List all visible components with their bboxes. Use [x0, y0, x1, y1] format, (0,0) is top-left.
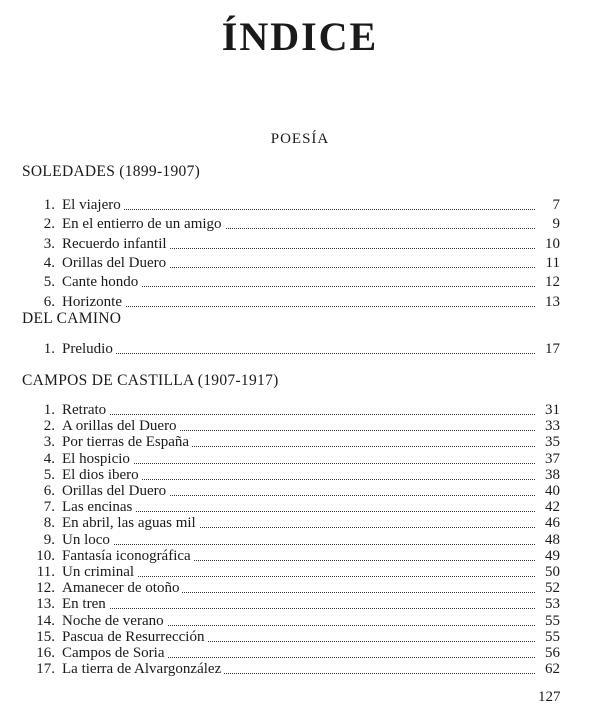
entry-title: El dios ibero — [62, 467, 142, 483]
toc-entry — [0, 645, 600, 661]
entry-title-leader — [62, 294, 535, 310]
entry-page-number: 56 — [545, 645, 560, 661]
toc-entry — [0, 532, 600, 548]
toc-entry — [0, 661, 600, 677]
entry-title: Noche de verano — [62, 613, 167, 629]
entry-number: 11. — [36, 564, 55, 580]
entry-page-number: 9 — [552, 216, 560, 233]
toc-entry — [0, 564, 600, 580]
entry-title-leader — [62, 613, 535, 629]
entry-title-leader — [62, 548, 535, 564]
entry-title: Fantasía iconográfica — [62, 548, 194, 564]
entry-number: 7. — [43, 499, 55, 516]
entry-title-leader — [62, 434, 535, 450]
entry-title-leader — [62, 596, 535, 612]
section-title: SOLEDADES (1899-1907) — [22, 163, 201, 180]
entry-title-leader — [62, 532, 535, 548]
entry-title-leader — [62, 274, 535, 290]
entry-title-leader — [62, 564, 535, 580]
toc-entry — [0, 596, 600, 612]
entry-title: Retrato — [62, 402, 109, 418]
entry-page-number: 52 — [545, 580, 560, 597]
entry-title: Recuerdo infantil — [62, 236, 170, 252]
entry-title-leader — [62, 580, 535, 596]
entry-title: A orillas del Duero — [62, 418, 180, 434]
entry-title: En abril, las aguas mil — [62, 515, 199, 531]
entry-page-number: 33 — [545, 418, 560, 435]
toc-entry — [0, 434, 600, 450]
toc-entry — [0, 274, 600, 290]
entry-number: 14. — [36, 612, 55, 629]
entry-title-leader — [62, 402, 535, 418]
entry-page-number: 12 — [545, 274, 560, 291]
entry-title: Orillas del Duero — [62, 483, 169, 499]
entry-number: 3. — [43, 235, 55, 252]
entry-page-number: 48 — [545, 531, 560, 548]
entry-title: Cante hondo — [62, 274, 141, 290]
entry-title-leader — [62, 515, 535, 531]
entry-title: Un loco — [62, 532, 113, 548]
entry-number: 2. — [43, 216, 55, 233]
entry-page-number: 49 — [545, 547, 560, 564]
toc-entry — [0, 483, 600, 499]
entry-number: 1. — [43, 197, 55, 213]
entry-number: 4. — [43, 254, 55, 271]
entry-page-number: 46 — [545, 515, 560, 532]
entry-title-leader — [62, 661, 535, 677]
entry-number: 13. — [36, 596, 55, 613]
entry-title-leader — [62, 341, 535, 357]
toc-entry — [0, 216, 600, 232]
toc-entry — [0, 341, 600, 357]
toc-entry — [0, 236, 600, 252]
entry-number: 5. — [43, 466, 55, 483]
toc-entry — [0, 580, 600, 596]
entry-number: 1. — [43, 341, 55, 357]
entry-page-number: 42 — [545, 499, 560, 516]
toc-entry — [0, 515, 600, 531]
entry-title-leader — [62, 645, 535, 661]
toc-entry — [0, 499, 600, 515]
toc-entry — [0, 467, 600, 483]
toc-entry — [0, 548, 600, 564]
entry-number: 10. — [36, 547, 55, 564]
toc-entry — [0, 451, 600, 467]
entry-title: Horizonte — [62, 294, 125, 310]
entry-number: 12. — [36, 580, 55, 597]
entry-title: En tren — [62, 596, 109, 612]
entry-title-leader — [62, 629, 535, 645]
entry-number: 15. — [36, 628, 55, 645]
entry-page-number: 13 — [545, 293, 560, 310]
entry-page-number: 17 — [545, 341, 560, 357]
page-number: 127 — [538, 689, 561, 705]
entry-page-number: 55 — [545, 612, 560, 629]
entry-page-number: 55 — [545, 628, 560, 645]
entry-title: El hospicio — [62, 451, 133, 467]
entry-page-number: 62 — [545, 661, 560, 678]
entry-number: 16. — [36, 645, 55, 661]
toc-entry — [0, 402, 600, 418]
toc-entry — [0, 613, 600, 629]
entry-page-number: 31 — [545, 402, 560, 418]
entry-page-number: 38 — [545, 466, 560, 483]
entry-title: El viajero — [62, 197, 124, 213]
entry-number: 5. — [43, 274, 55, 291]
entry-page-number: 35 — [545, 434, 560, 451]
entry-title-leader — [62, 236, 535, 252]
toc-entry — [0, 255, 600, 271]
entry-title-leader — [62, 499, 535, 515]
entry-number: 8. — [43, 515, 55, 532]
entry-number: 17. — [36, 661, 55, 678]
entry-title-leader — [62, 216, 535, 232]
entry-title: Las encinas — [62, 499, 135, 515]
entry-title: En el entierro de un amigo — [62, 216, 225, 232]
entry-number: 4. — [43, 450, 55, 467]
entry-title-leader — [62, 255, 535, 271]
entry-number: 6. — [43, 293, 55, 310]
entry-title: Pascua de Resurrección — [62, 629, 207, 645]
entry-title: La tierra de Alvargonzález — [62, 661, 224, 677]
entry-page-number: 50 — [545, 564, 560, 580]
entry-page-number: 11 — [545, 254, 560, 271]
entry-title: Campos de Soria — [62, 645, 168, 661]
toc-entry — [0, 294, 600, 310]
entry-title: Por tierras de España — [62, 434, 192, 450]
toc-entry — [0, 629, 600, 645]
entry-page-number: 10 — [545, 235, 560, 252]
entry-page-number: 40 — [545, 483, 560, 499]
entry-number: 3. — [43, 434, 55, 451]
entry-page-number: 37 — [545, 450, 560, 467]
toc-entry — [0, 197, 600, 213]
part-title: POESÍA — [270, 131, 330, 147]
entry-title: Preludio — [62, 341, 116, 357]
section-title: DEL CAMINO — [22, 310, 122, 327]
entry-number: 2. — [43, 418, 55, 435]
entry-title-leader — [62, 451, 535, 467]
entry-title-leader — [62, 467, 535, 483]
entry-title-leader — [62, 483, 535, 499]
toc-entry — [0, 418, 600, 434]
entry-number: 1. — [43, 402, 55, 418]
entry-title-leader — [62, 197, 535, 213]
page-title: ÍNDICE — [221, 14, 379, 59]
section-title: CAMPOS DE CASTILLA (1907-1917) — [22, 372, 279, 389]
entry-title-leader — [62, 418, 535, 434]
entry-number: 6. — [43, 483, 55, 499]
entry-page-number: 7 — [552, 197, 560, 213]
entry-title: Amanecer de otoño — [62, 580, 182, 596]
entry-title: Un criminal — [62, 564, 137, 580]
entry-number: 9. — [43, 531, 55, 548]
entry-page-number: 53 — [545, 596, 560, 613]
entry-title: Orillas del Duero — [62, 255, 169, 271]
